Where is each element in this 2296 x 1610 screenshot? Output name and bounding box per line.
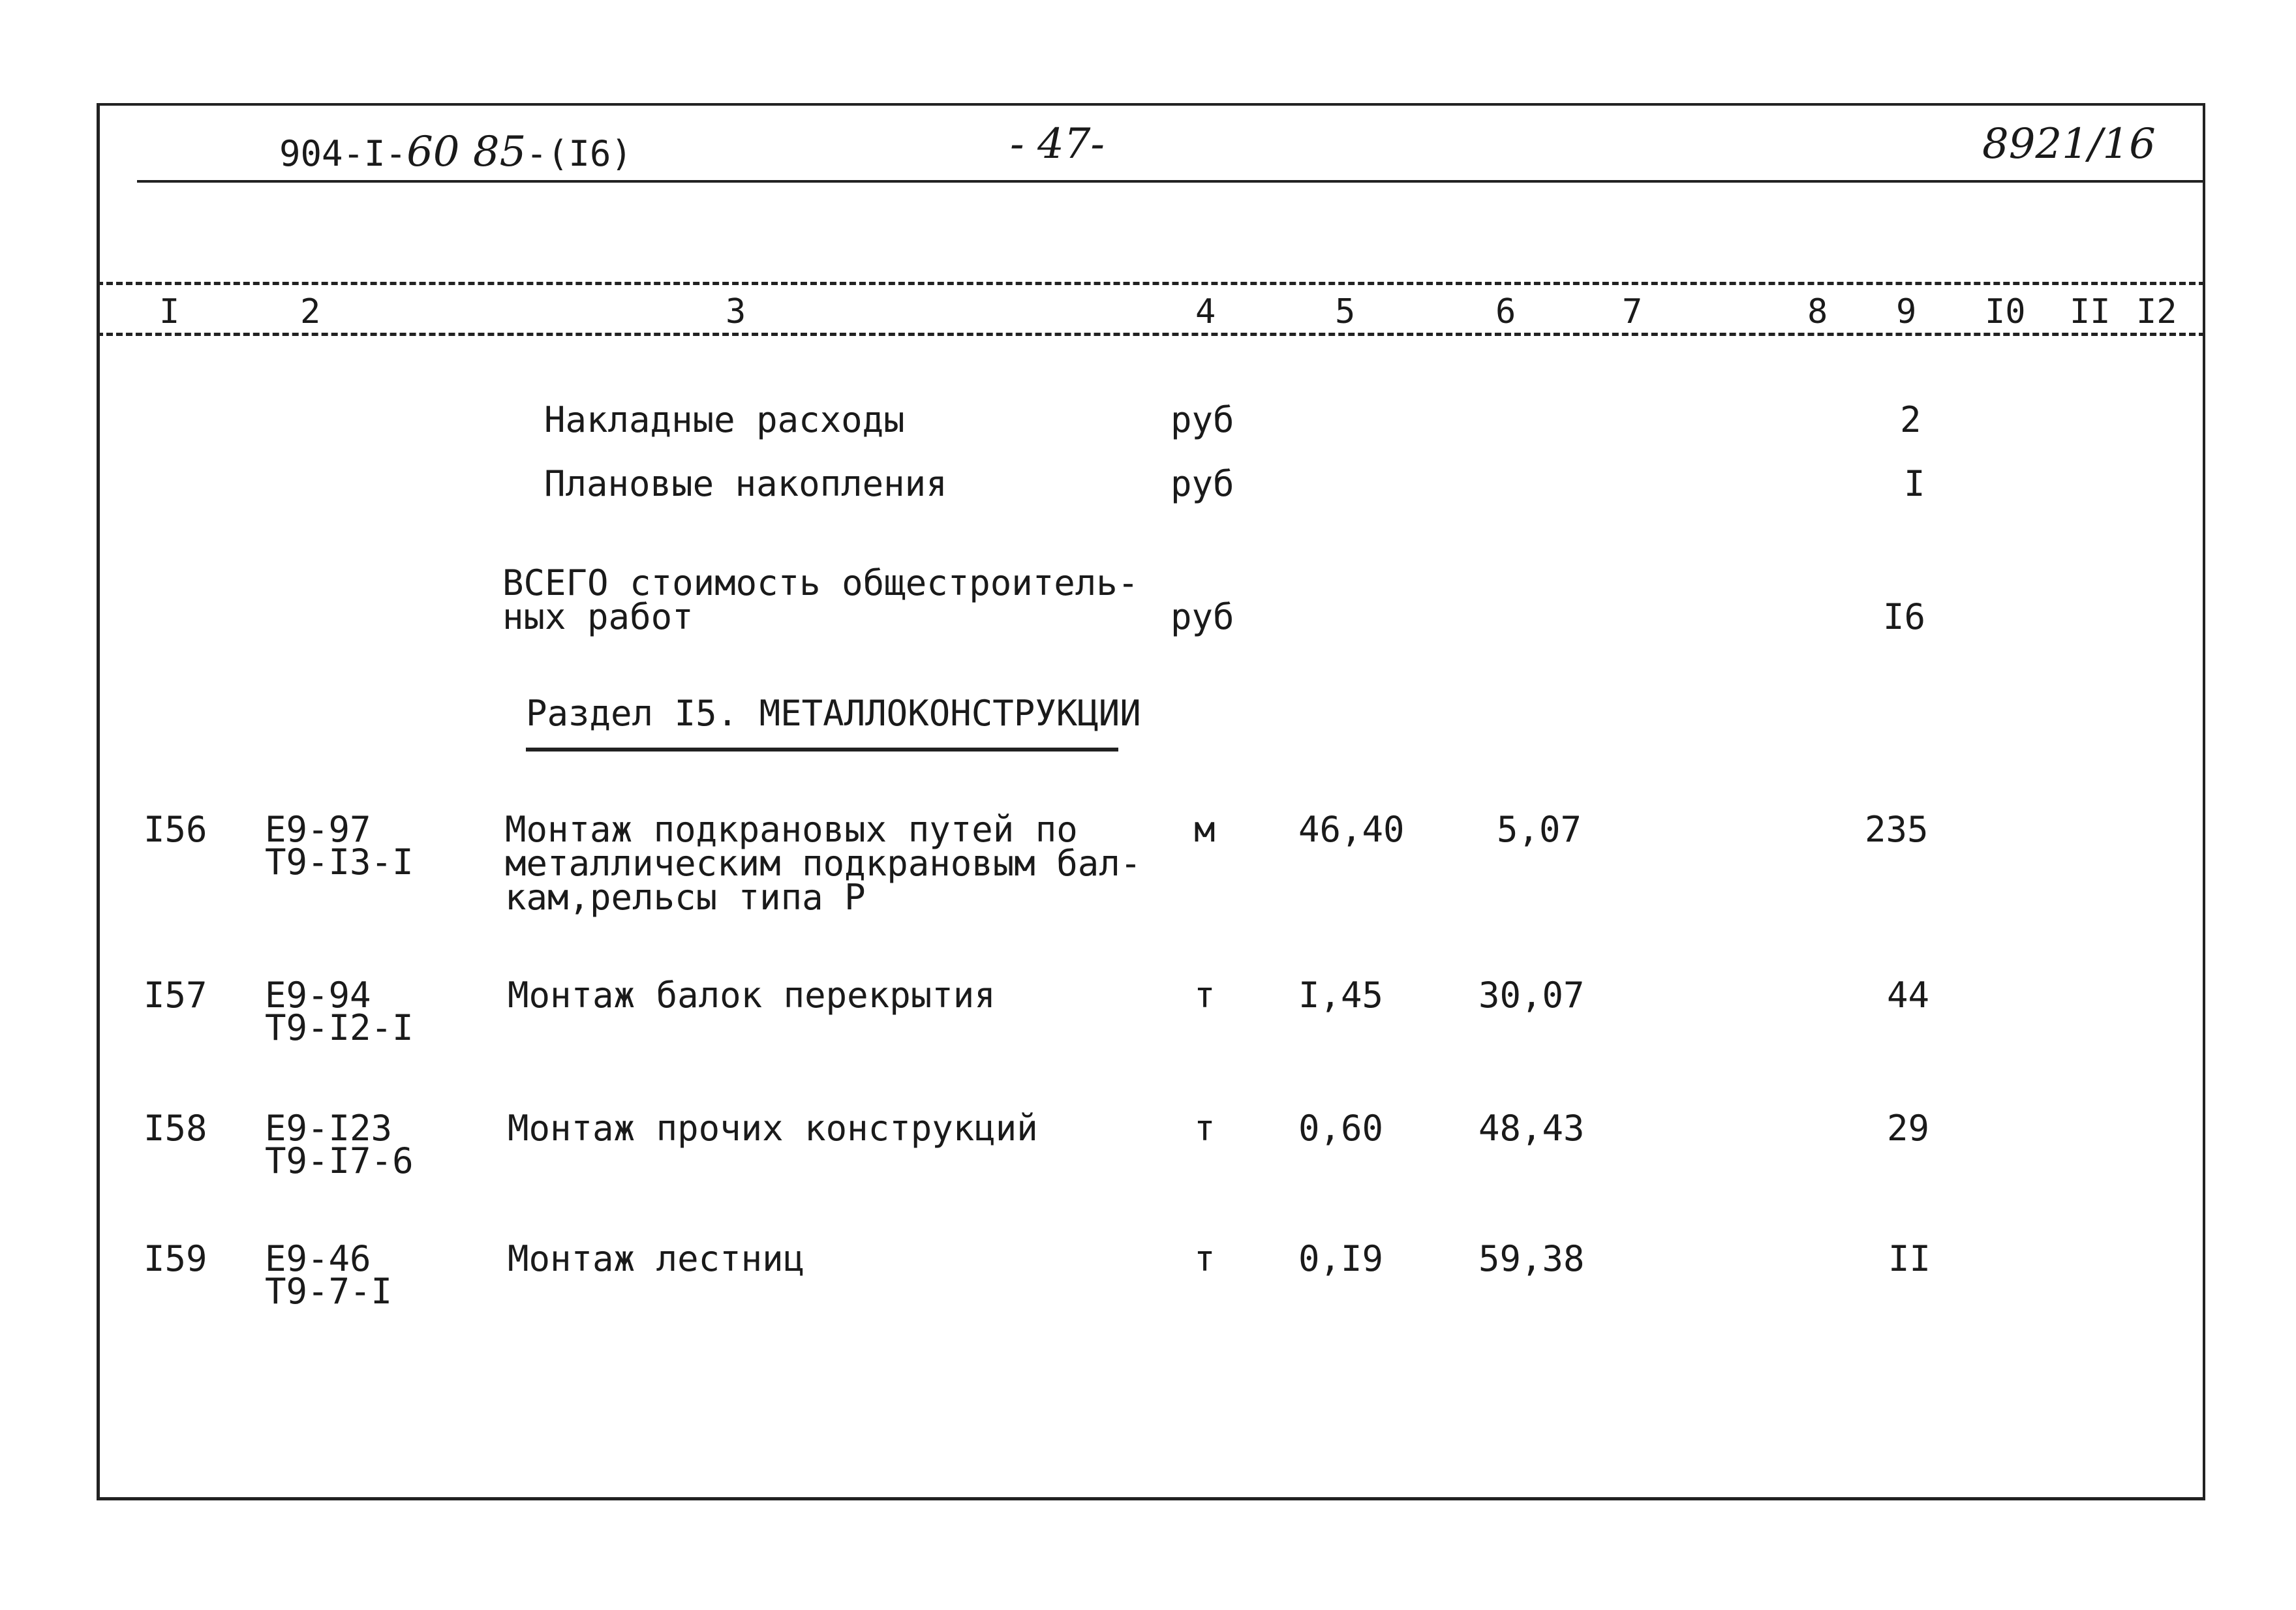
column-number: 7 <box>1622 292 1643 331</box>
row-code: Т9-I7-6 <box>265 1140 414 1181</box>
row-unit: т <box>1194 1108 1216 1149</box>
sheet-ref: 8921/16 <box>1982 120 2156 168</box>
summary-total: 2 <box>1900 399 1921 440</box>
doc-code <box>279 128 632 176</box>
row-total: 44 <box>1887 975 1930 1016</box>
column-number: II <box>2070 292 2111 331</box>
summary-name-line: ных работ <box>502 596 694 637</box>
row-quantity: 0,I9 <box>1298 1238 1384 1279</box>
doc-code-suffix: -(I6) <box>526 133 632 174</box>
column-number: 5 <box>1335 292 1356 331</box>
column-number: 8 <box>1807 292 1828 331</box>
summary-unit: руб <box>1171 399 1234 440</box>
row-total: II <box>1888 1238 1931 1279</box>
row-quantity: 0,60 <box>1298 1108 1384 1149</box>
row-unit: т <box>1194 975 1216 1016</box>
column-strip-bottom-rule <box>97 333 2205 336</box>
column-number: I0 <box>1985 292 2026 331</box>
row-code: Е9-I23 <box>265 1108 393 1149</box>
header-rule <box>137 180 2204 183</box>
row-unit: м <box>1194 809 1216 850</box>
row-number: I59 <box>144 1238 207 1279</box>
row-description-line: Монтаж балок перекрытия <box>508 975 996 1016</box>
summary-name-line: ВСЕГО стоимость общестроитель- <box>502 562 1139 603</box>
row-price: 5,07 <box>1497 809 1582 850</box>
page-number: - 47- <box>1010 120 1105 168</box>
doc-code-prefix: 904-I- <box>279 133 407 174</box>
row-code: Т9-I2-I <box>265 1007 414 1048</box>
row-number: I58 <box>144 1108 207 1149</box>
column-strip-top-rule <box>97 282 2205 285</box>
row-code: Е9-46 <box>265 1238 371 1279</box>
summary-name: Накладные расходы <box>544 399 905 440</box>
row-quantity: I,45 <box>1298 975 1384 1016</box>
row-description-line: металлическим подкрановым бал- <box>505 843 1142 884</box>
row-total: 29 <box>1887 1108 1930 1149</box>
summary-total: I6 <box>1883 596 1926 637</box>
summary-unit: руб <box>1171 463 1234 504</box>
row-code: Т9-I3-I <box>265 842 414 883</box>
summary-name: Плановые накопления <box>544 463 947 504</box>
row-description-line: Монтаж прочих конструкций <box>508 1108 1038 1149</box>
column-number: I <box>159 292 180 331</box>
column-number: 6 <box>1495 292 1516 331</box>
column-number: I2 <box>2136 292 2177 331</box>
row-total: 235 <box>1865 809 1929 850</box>
summary-unit: руб <box>1171 596 1234 637</box>
row-price: 48,43 <box>1478 1108 1585 1149</box>
row-code: Е9-97 <box>265 809 371 850</box>
column-number: 9 <box>1896 292 1917 331</box>
row-unit: т <box>1194 1238 1216 1279</box>
row-code: Е9-94 <box>265 975 371 1016</box>
row-number: I56 <box>144 809 207 850</box>
section-title-underline <box>526 748 1118 752</box>
row-code: Т9-7-I <box>265 1271 393 1312</box>
row-description-line: Монтаж подкрановых путей по <box>505 809 1078 850</box>
section-title: Раздел I5. МЕТАЛЛОКОНСТРУКЦИИ <box>526 693 1141 734</box>
page-frame <box>97 103 2205 1500</box>
row-price: 30,07 <box>1478 975 1585 1016</box>
row-number: I57 <box>144 975 207 1016</box>
doc-code-handwritten: 60 85 <box>406 128 527 176</box>
row-price: 59,38 <box>1478 1238 1585 1279</box>
row-description-line: кам,рельсы типа Р <box>505 877 866 918</box>
column-number: 4 <box>1195 292 1216 331</box>
summary-total: I <box>1904 463 1925 504</box>
column-number: 2 <box>300 292 321 331</box>
row-quantity: 46,40 <box>1298 809 1405 850</box>
row-description-line: Монтаж лестниц <box>508 1238 805 1279</box>
column-number: 3 <box>726 292 746 331</box>
